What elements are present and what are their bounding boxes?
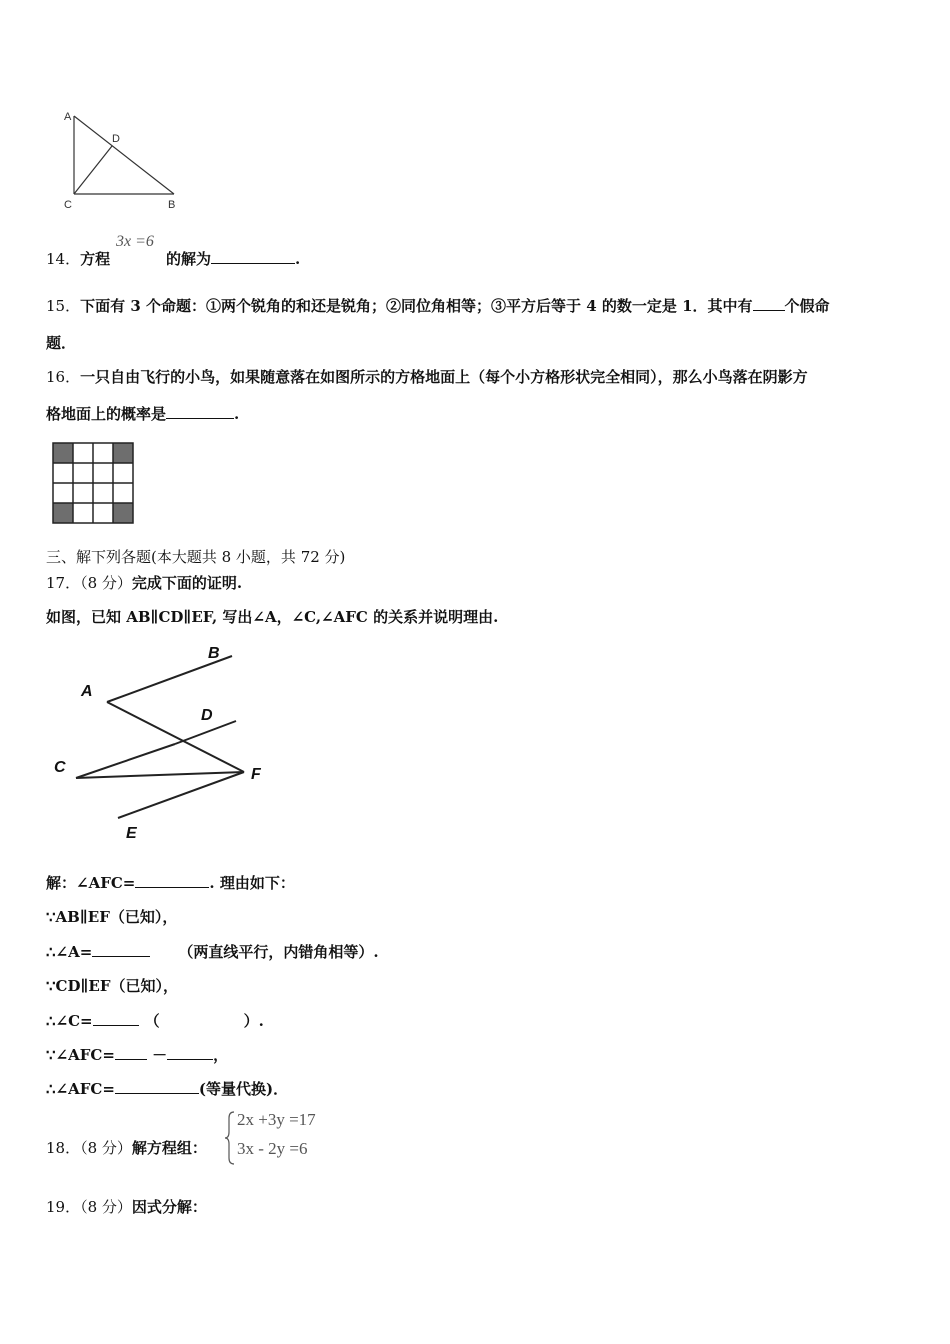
- section-3-title: 三、解下列各题(本大题共 8 小题，共 72 分): [46, 548, 346, 566]
- proof-l5-post: ）.: [243, 1012, 264, 1030]
- grid-cell-r4c4: [113, 503, 133, 523]
- grid-cell-r1c4: [113, 443, 133, 463]
- q17-number: 17．: [46, 574, 81, 592]
- proof-l1-pre: 解：∠AFC=: [46, 874, 136, 892]
- label-d: D: [112, 133, 120, 145]
- q18-eq1: 2x +3y =17: [237, 1110, 316, 1129]
- q15-number: 15．: [46, 297, 81, 315]
- q18-eq2: 3x - 2y =6: [237, 1139, 308, 1158]
- proof-blank-3[interactable]: [93, 1011, 139, 1026]
- label-a2: A: [81, 683, 93, 700]
- q14-post: 的解为: [166, 250, 212, 268]
- proof-l1-post: . 理由如下：: [209, 874, 295, 892]
- q14-end: .: [295, 250, 301, 268]
- q16-line2: [46, 403, 239, 424]
- label-b2: B: [208, 645, 220, 662]
- label-f2: F: [251, 766, 261, 783]
- label-e2: E: [126, 825, 137, 842]
- proof-line-1: [46, 872, 295, 893]
- question-17: [46, 572, 242, 593]
- q19-number: 19．: [46, 1198, 81, 1216]
- proof-l7-post: (等量代换)．: [198, 1080, 289, 1098]
- q18-text: 解方程组：: [131, 1139, 207, 1157]
- proof-line-7: [46, 1078, 288, 1099]
- proof-blank-4[interactable]: [160, 1011, 244, 1026]
- proof-l7-pre: ∴∠AFC=: [46, 1080, 115, 1098]
- proof-l3-post: （两直线平行，内错角相等）.: [178, 943, 379, 961]
- q16-text: 一只自由飞行的小鸟，如果随意落在如图所示的方格地面上（每个小方格形状完全相同），那么小鸟落在阴影方: [80, 368, 808, 386]
- q15-blank[interactable]: [753, 296, 785, 311]
- q14-answer-line: [166, 248, 300, 269]
- proof-l6-pre: ∵∠AFC=: [46, 1046, 115, 1064]
- q14-blank[interactable]: [211, 249, 295, 264]
- label-c2: C: [54, 759, 66, 776]
- proof-blank-6[interactable]: [167, 1045, 213, 1060]
- proof-l5-pre: ∴∠C=: [46, 1012, 93, 1030]
- system-brace: [224, 1110, 236, 1166]
- q16-line2-text: 格地面上的概率是: [46, 405, 167, 423]
- q14-pre: 方程: [80, 250, 111, 268]
- q15-post: 个假命: [784, 297, 830, 315]
- q19-score: （8 分）: [80, 1198, 132, 1216]
- proof-line-2: ∵AB∥EF（已知），: [46, 908, 178, 926]
- proof-blank-5[interactable]: [115, 1045, 147, 1060]
- proof-l3-pre: ∴∠A=: [46, 943, 93, 961]
- label-c: C: [64, 199, 72, 211]
- q17-given: 如图，已知 AB∥CD∥EF, 写出∠A，∠C,∠AFC 的关系并说明理由.: [46, 608, 499, 626]
- q15-line2: 题．: [46, 334, 77, 352]
- proof-line-6: [46, 1044, 228, 1065]
- question-19: [46, 1196, 207, 1217]
- q14-number: 14．: [46, 250, 81, 268]
- q15-text: 下面有 3 个命题：①两个锐角的和还是锐角；②同位角相等；③平方后等于 4 的数一定是 1．其中有: [80, 297, 753, 315]
- q14-equation: 3x =6: [116, 233, 154, 250]
- proof-l5-mid: （: [144, 1012, 160, 1030]
- proof-blank-1[interactable]: [135, 873, 209, 888]
- question-16: [46, 366, 808, 387]
- label-b: B: [168, 199, 176, 211]
- proof-blank-7[interactable]: [115, 1079, 199, 1094]
- q18-number: 18．: [46, 1139, 81, 1157]
- q16-number: 16．: [46, 368, 81, 386]
- q17-text: 完成下面的证明.: [131, 574, 243, 592]
- proof-l6-post: ，: [213, 1046, 229, 1064]
- proof-line-5: [46, 1010, 264, 1031]
- question-15: [46, 295, 830, 316]
- label-d2: D: [201, 707, 213, 724]
- proof-l6-mid: －: [146, 1046, 168, 1064]
- proof-line-4: ∵CD∥EF（已知），: [46, 977, 179, 995]
- grid-cell-r1c1: [53, 443, 73, 463]
- triangle-figure: [58, 104, 188, 216]
- grid-figure: [52, 442, 138, 526]
- q16-blank[interactable]: [166, 404, 234, 419]
- proof-blank-2[interactable]: [92, 942, 150, 957]
- proof-line-3: [46, 941, 379, 962]
- q19-text: 因式分解：: [131, 1198, 207, 1216]
- q17-score: （8 分）: [80, 574, 132, 592]
- question-14: [46, 248, 110, 269]
- label-a: A: [64, 111, 72, 123]
- grid-cell-r4c1: [53, 503, 73, 523]
- q18-score: （8 分）: [80, 1139, 132, 1157]
- q16-end: .: [234, 405, 240, 423]
- question-18: [46, 1137, 207, 1158]
- parallel-lines-figure: [50, 642, 290, 844]
